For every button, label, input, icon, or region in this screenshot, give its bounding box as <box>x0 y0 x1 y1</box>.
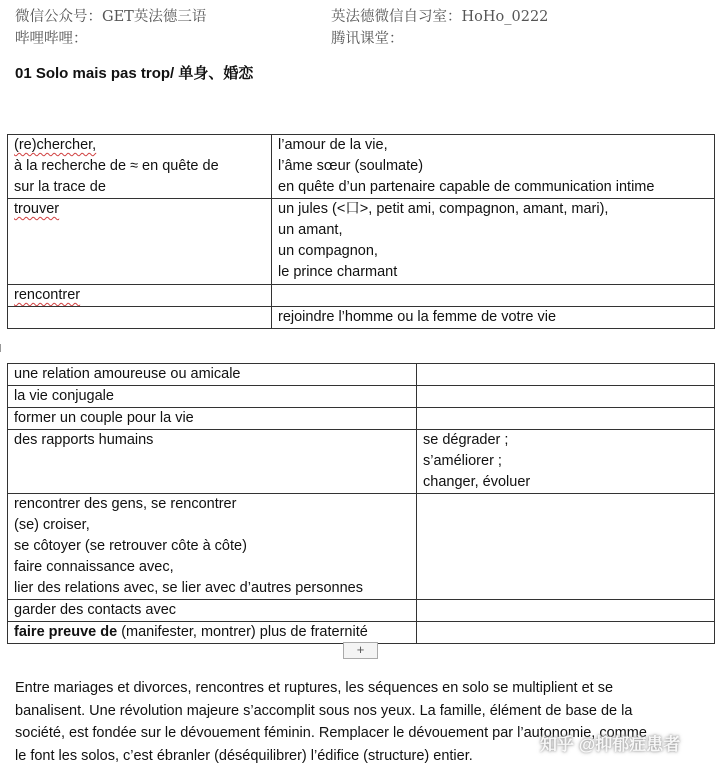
table-cell <box>417 408 715 430</box>
table-cell <box>8 307 272 329</box>
bold-phrase: faire preuve de <box>14 624 118 640</box>
cell-line: faire connaissance avec, <box>14 559 174 575</box>
paragraph-line: banalisent. Une révolution majeure s’accomplit sous nos yeux. La famille, élément de base de la <box>15 702 633 719</box>
table-cell <box>8 135 272 199</box>
table-cell <box>8 494 417 600</box>
table-cell: la vie conjugale <box>8 386 417 408</box>
cell-line: rencontrer des gens, se rencontrer <box>14 496 237 512</box>
wechat-account-label: 微信公众号：GET英法德三语 <box>15 9 207 25</box>
cell-line: s’améliorer ; <box>423 453 502 469</box>
table-row <box>8 408 715 430</box>
tencent-classroom-label: 腾讯课堂： <box>331 31 404 47</box>
table-row <box>8 285 715 307</box>
table-row <box>8 494 715 600</box>
table-cell: une relation amoureuse ou amicale <box>8 364 417 386</box>
zhihu-watermark: 知乎 @抑郁症患者 <box>540 735 681 754</box>
paragraph-line: Entre mariages et divorces, rencontres et ruptures, les séquences en solo se multiplient et se <box>15 680 614 696</box>
table-row <box>8 199 715 285</box>
cell-line: le prince charmant <box>278 264 398 280</box>
cell-line: en quête d’un partenaire capable de communication intime <box>278 179 655 195</box>
paragraph-line: le font les solos, c’est ébranler (déséquilibrer) l’édifice (structure) entier. <box>15 747 473 764</box>
table-cell <box>8 199 272 285</box>
table-row <box>8 386 715 408</box>
table-row <box>8 430 715 494</box>
section-title: 01 Solo mais pas trop/ 单身、婚恋 <box>15 65 254 82</box>
table-row <box>8 307 715 329</box>
table-cell <box>417 494 715 600</box>
paragraph-marker <box>0 344 5 352</box>
cell-line: (re)chercher, <box>14 137 97 153</box>
cell-line: se côtoyer (se retrouver côte à côte) <box>14 538 247 554</box>
table-cell <box>417 364 715 386</box>
table-row <box>8 600 715 622</box>
cell-line: un compagnon, <box>278 243 378 259</box>
table-cell: des rapports humains <box>8 430 417 494</box>
paragraph-line: société, est fondée sur le dévouement féminin. Remplacer le dévouement par l’autonomie, comme <box>15 725 647 741</box>
cell-line: trouver <box>14 201 60 217</box>
table-cell <box>417 600 715 622</box>
table-cell <box>272 285 715 307</box>
table-cell: garder des contacts avec <box>8 600 417 622</box>
cell-line: changer, évoluer <box>423 474 531 490</box>
table-cell <box>272 199 715 285</box>
table-cell <box>272 135 715 199</box>
bilibili-label: 哔哩哔哩： <box>15 31 88 47</box>
document-header <box>15 6 715 50</box>
table-cell: rencontrer <box>8 285 272 307</box>
cell-line: l’amour de la vie, <box>278 137 388 153</box>
cell-line: l’âme sœur (soulmate) <box>278 158 424 174</box>
cell-line: un amant, <box>278 222 343 238</box>
table-cell: former un couple pour la vie <box>8 408 417 430</box>
wechat-study-room-label: 英法德微信自习室：HoHo_0222 <box>331 9 549 25</box>
cell-line: à la recherche de ≈ en quête de <box>14 158 219 174</box>
table-row <box>8 364 715 386</box>
table-cell <box>8 622 417 644</box>
cell-line: se dégrader ; <box>423 432 509 448</box>
table-row <box>8 622 715 644</box>
cell-line: un jules (<口>, petit ami, compagnon, amant, mari), <box>278 201 609 217</box>
cell-line: (se) croiser, <box>14 517 90 533</box>
cell-line: lier des relations avec, se lier avec d’autres personnes <box>14 580 363 596</box>
cell-line: sur la trace de <box>14 179 106 195</box>
phrase-rest: (manifester, montrer) plus de fraternité <box>117 624 368 640</box>
table-cell <box>417 386 715 408</box>
table-row <box>8 135 715 199</box>
vocabulary-table-1 <box>7 134 715 329</box>
add-row-button[interactable]: + <box>343 642 378 659</box>
table-cell: rejoindre l’homme ou la femme de votre vie <box>272 307 715 329</box>
table-cell <box>417 622 715 644</box>
table-cell <box>417 430 715 494</box>
vocabulary-table-2 <box>7 363 715 644</box>
